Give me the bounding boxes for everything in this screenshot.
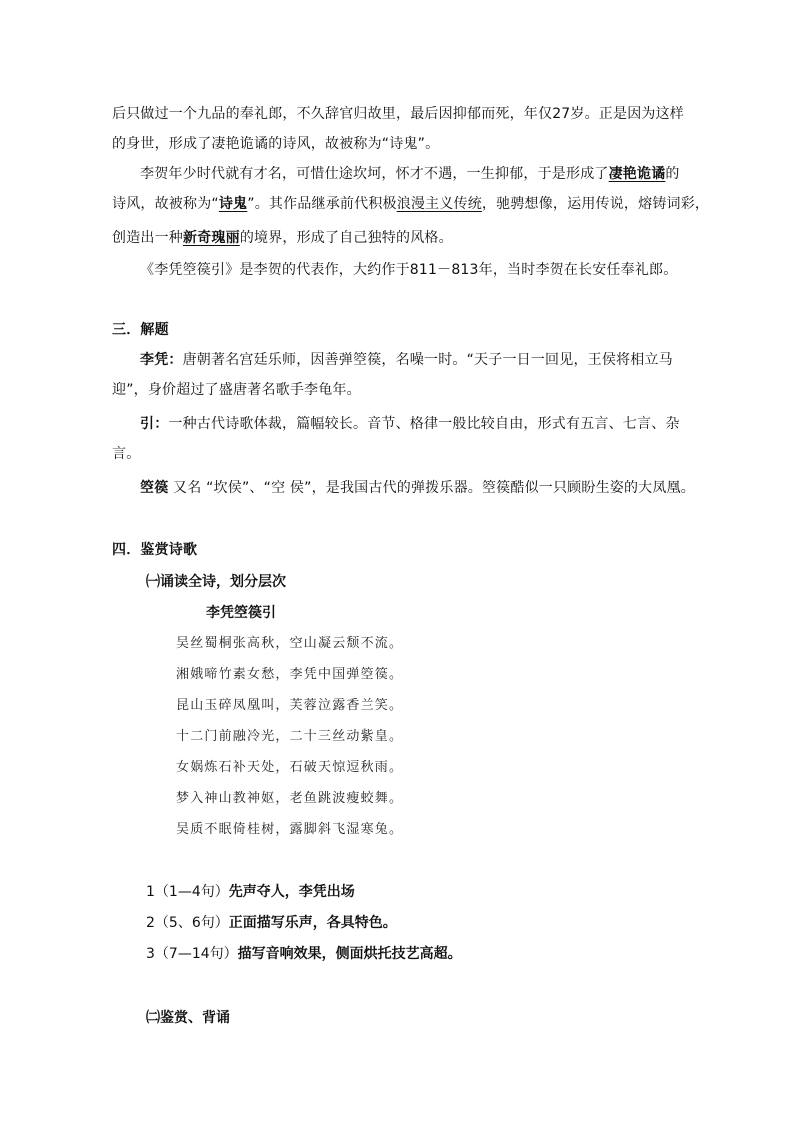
poem-line: 吴丝蜀桐张高秋，空山凝云颓不流。: [176, 636, 404, 651]
layer-number: 1（1—4句）: [146, 884, 229, 900]
para2-line-2: [112, 194, 709, 214]
emphasis-realm: 新奇瑰丽: [183, 230, 240, 246]
layer-text: 先声夺人，李凭出场: [228, 884, 355, 900]
term-text: 又名 “坎侯”、“空 侯”，是我国古代的弹拨乐器。箜篌酷似一只顾盼生姿的大凤凰。: [168, 480, 695, 496]
para2-line-1: [140, 164, 680, 184]
layer-item: [146, 882, 355, 902]
layer-number: 2（5、6句）: [146, 915, 229, 931]
para2-text: ，驰骋想像，运用传说，熔铸词彩，: [481, 196, 710, 212]
term-text: 唐朝著名宫廷乐师，因善弹箜篌，名噪一时。“天子一日一回见，王侯将相立马: [182, 352, 673, 368]
term-label: 引：: [140, 416, 169, 432]
para2-text: 诗风，故被称为“: [112, 196, 219, 212]
para2-text: 的境界，形成了自己独特的风格。: [239, 230, 453, 246]
term-liping-line-1: [140, 350, 673, 370]
layer-text: 正面描写乐声，各具特色。: [228, 915, 397, 931]
intro-line-2: 的身世，形成了凄艳诡谲的诗风，故被称为“诗鬼”。: [112, 136, 440, 152]
poem-line: 吴质不眠倚桂树，露脚斜飞湿寒兔。: [176, 822, 404, 837]
term-yin-line-1: [140, 414, 680, 434]
poem-line: 十二门前融冷光，二十三丝动紫皇。: [176, 729, 404, 744]
term-konghou: [140, 478, 695, 498]
poem-line: 梦入神山教神妪，老鱼跳波瘦蛟舞。: [176, 791, 404, 806]
term-yin-line-2: 言。: [112, 446, 141, 462]
poem-line: 昆山玉碎凤凰叫，芙蓉泣露香兰笑。: [176, 698, 404, 713]
para2-line-3: [112, 228, 453, 248]
layer-number: 3（7—14句）: [146, 946, 238, 962]
para2-text: 的: [665, 166, 680, 182]
term-label: 李凭：: [140, 352, 183, 368]
term-text: 一种古代诗歌体裁，篇幅较长。音节、格律一般比较自由，形式有五言、七言、杂: [168, 416, 680, 432]
term-liping-line-2: 迎”，身价超过了盛唐著名歌手李龟年。: [112, 382, 361, 398]
para3: 《李凭箜篌引》是李贺的代表作，大约作于811－813年，当时李贺在长安任奉礼郎。: [140, 262, 678, 278]
para2-text: 李贺年少时代就有才名，可惜仕途坎坷，怀才不遇，一生抑郁，于是形成了: [140, 166, 609, 182]
section4-heading: 四．鉴赏诗歌: [112, 542, 198, 558]
emphasis-tradition: 浪漫主义传统: [396, 196, 482, 212]
intro-line-1: 后只做过一个九品的奉礼郎，不久辞官归故里，最后因抑郁而死，年仅27岁。正是因为这样: [112, 106, 685, 122]
para2-text: 创造出一种: [112, 230, 183, 246]
para2-text: ”。其作品继承前代积极: [247, 196, 397, 212]
term-label: 箜篌: [140, 480, 169, 496]
layer-text: 描写音响效果，侧面烘托技艺高超。: [237, 946, 462, 962]
layer-item: [146, 913, 397, 933]
poem-title: 李凭箜篌引: [206, 605, 276, 621]
poem-line: 湘娥啼竹素女愁，李凭中国弹箜篌。: [176, 667, 404, 682]
subsection-recite: ㈠诵读全诗，划分层次: [146, 574, 286, 590]
layer-item: [146, 944, 462, 964]
section3-heading: 三．解题: [112, 322, 169, 338]
emphasis-nickname: 诗鬼: [218, 196, 248, 212]
subsection-appreciate: ㈡鉴赏、背诵: [146, 1010, 230, 1026]
emphasis-style: 凄艳诡谲: [608, 166, 666, 182]
poem-line: 女娲炼石补天处，石破天惊逗秋雨。: [176, 760, 404, 775]
